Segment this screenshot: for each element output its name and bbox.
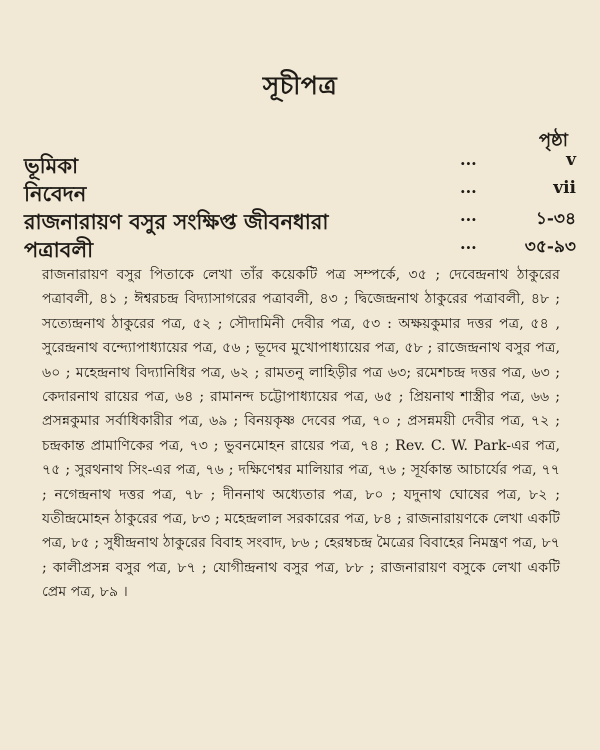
entry-label: ভূমিকা [24,153,79,178]
contents-entry [24,178,576,206]
entry-page: ৩৫-৯৩ [524,237,576,257]
letters-index-paragraph: রাজনারায়ণ বসুর পিতাকে লেখা তাঁর কয়েকটি পত্র সম্পর্কে, ৩৫ ; দেবেন্দ্রনাথ ঠাকুরের পত্রাবলী, ৪১ ; ঈশ্বরচন্দ্র বিদ্যাসাগরের পত্রাবলী, ৪৩ ; দ্বিজেন্দ্রনাথ ঠাকুরের পত্রাবলী, ৪৮ ; সত্যেন্দ্রনাথ ঠাকুরের পত্র, ৫২ ; সৌদামিনী দেবীর পত্র, ৫৩ : অক্ষয়কুমার দত্তর পত্র, ৫৪ , সুরেন্দ্রনাথ বন্দ্যোপাধ্যায়ের পত্র, ৫৬ ; ভূদেব মুখোপাধ্যায়ের পত্র, ৫৮ ; রাজেন্দ্রনাথ বসুর পত্র, ৬০ ; মহেন্দ্রনাথ বিদ্যানিধির পত্র, ৬২ ; রামতনু লাহিড়ীর পত্র ৬৩; রমেশচন্দ্র দত্তর পত্র, ৬৩ ; কেদারনাথ রায়ের পত্র, ৬৪ ; রামানন্দ চট্টোপাধ্যায়ের পত্র, ৬৫ ; প্রিয়নাথ শাস্ত্রীর পত্র, ৬৬ ; প্রসন্নকুমার সর্বাধিকারীর পত্র, ৬৯ ; বিনয়কৃষ্ণ দেবের পত্র, ৭০ ; প্রসন্নময়ী দেবীর পত্র, ৭২ ; চন্দ্রকান্ত প্রামাণিকের পত্র, ৭৩ ; ভুবনমোহন রায়ের পত্র, ৭৪ ; Rev. C. W. Park-এর পত্র, ৭৫ ; সুরথনাথ সিং-এর পত্র, ৭৬ ; দক্ষিণেশ্বর মালিয়ার পত্র, ৭৬ ; সূর্যকান্ত আচার্যের পত্র, ৭৭ ; নগেন্দ্রনাথ দত্তর পত্র, ৭৮ ; দীননাথ অধ্যেতার পত্র, ৮০ ; যদুনাথ ঘোষের পত্র, ৮২ ; যতীন্দ্রমোহন ঠাকুরের পত্র, ৮৩ ; মহেন্দ্রলাল সরকারের পত্র, ৮৪ ; রাজনারায়ণকে লেখা একটি পত্র, ৮৫ ; সুধীন্দ্রনাথ ঠাকুরের বিবাহ সংবাদ, ৮৬ ; হেরম্বচন্দ্র মৈত্রের বিবাহের নিমন্ত্রণ পত্র, ৮৭ ; কালীপ্রসন্ন বসুর পত্র, ৮৭ ; যোগীন্দ্রনাথ বসুর পত্র, ৮৮ ; রাজনারায়ণ বসুকে লেখা একটি প্রেম পত্র, ৮৯ । [42,267,560,601]
entry-leader-dots: ... [460,178,477,197]
entry-leader-dots: ... [460,150,477,169]
entry-page: v [566,150,576,170]
contents-entry [24,234,576,262]
entry-label: পত্রাবলী [24,237,94,262]
entry-page: ১-৩৪ [535,209,576,229]
entry-label: রাজনারায়ণ বসুর সংক্ষিপ্ত জীবনধারা [24,209,329,234]
entry-label: নিবেদন [24,181,87,206]
page-column-label: পৃষ্ঠা [538,130,568,151]
entry-leader-dots: ... [460,234,477,253]
page-title: সূচীপত্র [262,71,338,100]
contents-entry [24,206,576,234]
contents-entry [24,150,576,178]
contents-list [24,150,576,262]
entry-page: vii [553,178,576,198]
entry-leader-dots: ... [460,206,477,225]
